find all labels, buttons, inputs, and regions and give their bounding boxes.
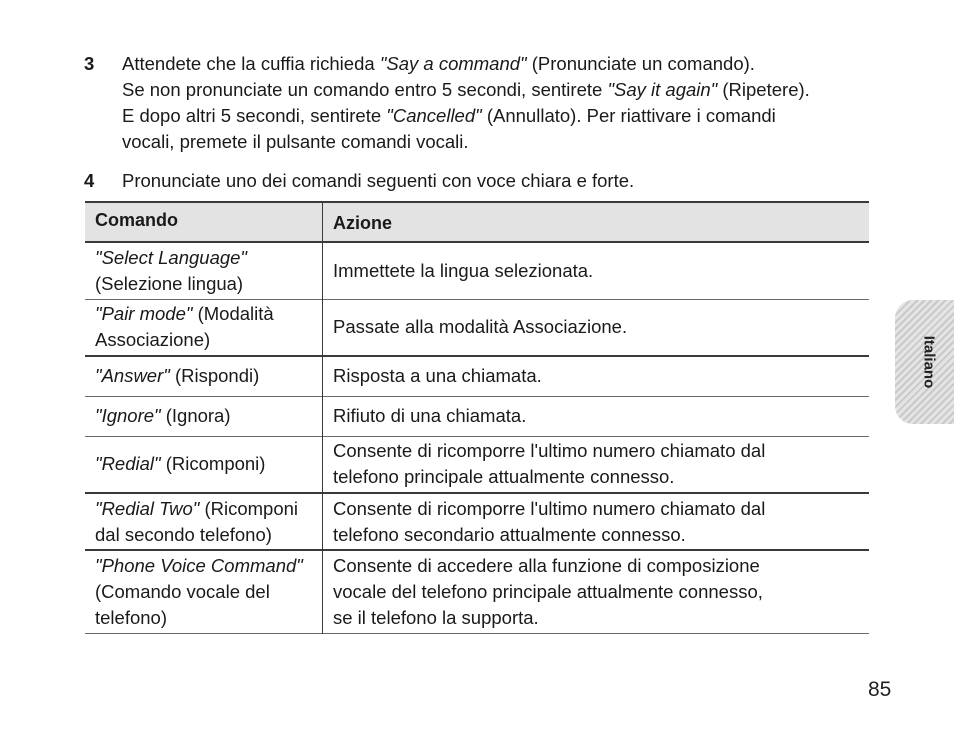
command-cell bbox=[85, 436, 323, 493]
cell-line: telefono secondario attualmente connesso. bbox=[333, 523, 686, 545]
table-row bbox=[85, 242, 869, 299]
command-table bbox=[85, 201, 869, 634]
cell-line bbox=[95, 553, 312, 579]
table-row bbox=[85, 356, 869, 396]
text-span: (Annullato). Per riattivare i comandi bbox=[481, 105, 776, 126]
table-row bbox=[85, 436, 869, 493]
quoted-command: "Redial Two" bbox=[95, 497, 200, 519]
cell-line: Passate alla modalità Associazione. bbox=[333, 316, 628, 338]
cell-line bbox=[95, 301, 312, 327]
quoted-command: "Ignore" bbox=[95, 405, 161, 426]
action-cell bbox=[323, 299, 870, 356]
action-cell bbox=[323, 396, 870, 436]
text-span: vocali, premete il pulsante comandi vocali. bbox=[122, 131, 469, 152]
cell-line: Rifiuto di una chiamata. bbox=[333, 405, 527, 426]
step-4 bbox=[84, 168, 874, 194]
table-row bbox=[85, 550, 869, 633]
text-line bbox=[122, 77, 874, 103]
step-text bbox=[122, 168, 874, 194]
text-span: telefono) bbox=[95, 606, 167, 628]
command-cell bbox=[85, 356, 323, 396]
text-span: (Selezione lingua) bbox=[95, 272, 244, 294]
command-cell bbox=[85, 493, 323, 550]
text-span: (Modalità bbox=[192, 303, 274, 325]
side-tab-label: Italiano bbox=[920, 335, 938, 389]
table-row bbox=[85, 299, 869, 356]
cell-line: vocale del telefono principale attualmente connesso, bbox=[333, 580, 763, 602]
step-number: 3 bbox=[84, 53, 95, 74]
cell-line: Consente di ricomporre l'ultimo numero chiamato dal bbox=[333, 497, 766, 519]
action-cell bbox=[323, 550, 870, 633]
quoted-command: "Cancelled" bbox=[386, 105, 482, 126]
cell-line: Consente di ricomporre l'ultimo numero chiamato dal bbox=[333, 440, 766, 462]
text-span: E dopo altri 5 secondi, sentirete bbox=[122, 105, 387, 126]
text-line bbox=[122, 103, 874, 129]
cell-line bbox=[95, 496, 312, 522]
cell-line bbox=[95, 271, 312, 297]
cell-line bbox=[95, 403, 312, 429]
quoted-command: "Say it again" bbox=[607, 79, 718, 100]
action-cell bbox=[323, 242, 870, 299]
quoted-command: "Answer" bbox=[95, 365, 170, 387]
text-line bbox=[122, 51, 874, 77]
header-comando: Comando bbox=[85, 202, 323, 242]
table-header-row bbox=[85, 202, 869, 242]
cell-line bbox=[95, 363, 312, 389]
cell-line: telefono principale attualmente connesso. bbox=[333, 466, 675, 488]
cell-line bbox=[95, 327, 312, 353]
text-span: (Rispondi) bbox=[169, 365, 260, 387]
text-span: Se non pronunciate un comando entro 5 secondi, sentirete bbox=[122, 79, 608, 100]
table-row bbox=[85, 493, 869, 550]
cell-line: Immettete la lingua selezionata. bbox=[333, 259, 594, 281]
cell-line bbox=[95, 522, 312, 548]
cell-line bbox=[95, 451, 312, 477]
text-span: Associazione) bbox=[95, 329, 211, 351]
text-span: (Pronunciate un comando). bbox=[526, 53, 755, 74]
text-span: (Ricomponi bbox=[199, 497, 299, 519]
cell-line bbox=[95, 605, 312, 631]
text-span: Pronunciate uno dei comandi seguenti con voce chiara e forte. bbox=[122, 170, 635, 191]
cell-line: Risposta a una chiamata. bbox=[333, 365, 542, 387]
language-side-tab bbox=[895, 300, 954, 424]
text-span: (Comando vocale del bbox=[95, 580, 270, 602]
text-line bbox=[122, 168, 874, 194]
text-span: (Ricomponi) bbox=[160, 453, 266, 475]
command-cell bbox=[85, 242, 323, 299]
step-3 bbox=[84, 51, 874, 155]
step-text bbox=[122, 51, 874, 155]
text-span: (Ignora) bbox=[160, 405, 231, 426]
step-number: 4 bbox=[84, 170, 95, 191]
quoted-command: "Redial" bbox=[95, 453, 161, 475]
table-row bbox=[85, 396, 869, 436]
text-span: (Ripetere). bbox=[717, 79, 810, 100]
action-cell bbox=[323, 356, 870, 396]
command-cell bbox=[85, 550, 323, 633]
quoted-command: "Phone Voice Command" bbox=[95, 554, 303, 576]
cell-line bbox=[95, 579, 312, 605]
cell-line: Consente di accedere alla funzione di composizione bbox=[333, 554, 760, 576]
text-span: Attendete che la cuffia richieda bbox=[122, 53, 380, 74]
quoted-command: "Pair mode" bbox=[95, 303, 193, 325]
quoted-command: "Say a command" bbox=[379, 53, 527, 74]
command-cell bbox=[85, 299, 323, 356]
command-cell bbox=[85, 396, 323, 436]
action-cell bbox=[323, 436, 870, 493]
text-line bbox=[122, 129, 874, 155]
text-span: dal secondo telefono) bbox=[95, 523, 272, 545]
page-number: 85 bbox=[868, 678, 892, 701]
cell-line bbox=[95, 245, 312, 271]
quoted-command: "Select Language" bbox=[95, 246, 248, 268]
action-cell bbox=[323, 493, 870, 550]
cell-line: se il telefono la supporta. bbox=[333, 606, 539, 628]
header-azione: Azione bbox=[323, 202, 870, 242]
